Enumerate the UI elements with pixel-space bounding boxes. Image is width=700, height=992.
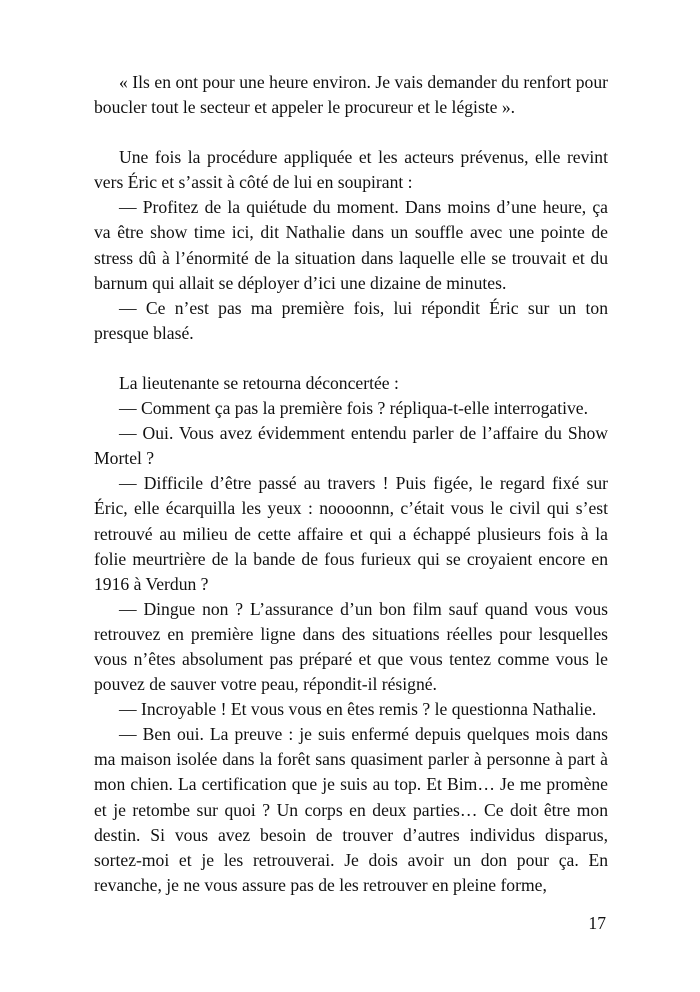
paragraph: La lieutenante se retourna déconcertée : <box>119 372 399 393</box>
dialogue-line: — Oui. Vous avez évidemment entendu parler de l’affaire du Show Mortel ? <box>94 423 608 469</box>
dialogue-line: — Profitez de la quiétude du moment. Dans moins d’une heure, ça va être show time ici, dit Nathalie dans un souffle avec une pointe de stress dû à l’énormité de la situation dans laquelle elle se trouvait et du barnum qui allait se déployer d’ici une dizaine de minutes. <box>94 197 608 293</box>
dialogue-line: — Comment ça pas la première fois ? répliqua-t-elle interrogative. <box>119 398 588 419</box>
dialogue-line: — Difficile d’être passé au travers ! Puis figée, le regard fixé sur Éric, elle écarquilla les yeux : noooonnn, c’était vous le civil qui s’est retrouvé au milieu de cette affaire et qui a échappé plusieurs fois à la folie meurtrière de la bande de fous furieux qui se croyaient encore en 1916 à Verdun ? <box>94 473 608 594</box>
paragraph-gap <box>94 120 608 145</box>
dialogue-line: — Dingue non ? L’assurance d’un bon film sauf quand vous vous retrouvez en première ligne dans des situations réelles pour lesquelles vous n’êtes absolument pas préparé et que vous tentez comme vous le pouvez de sauver votre peau, répondit-il résigné. <box>94 598 608 695</box>
paragraph-gap <box>94 346 608 371</box>
paragraph: Une fois la procédure appliquée et les acteurs prévenus, elle revint vers Éric et s’assit à côté de lui en soupirant : <box>94 147 608 193</box>
dialogue-line: — Incroyable ! Et vous vous en êtes remis ? le questionna Nathalie. <box>119 699 597 720</box>
page-number: 17 <box>588 913 606 933</box>
dialogue-line: — Ben oui. La preuve : je suis enfermé depuis quelques mois dans ma maison isolée dans la forêt sans quasiment parler à personne à part à mon chien. La certification que je suis au top. Et Bim… Je me promène et je retombe sur quoi ? Un corps en deux parties… Ce doit être mon destin. Si vous avez besoin de trouver d’autres individus disparus, sortez-moi et je les retrouverai. Je dois avoir un don pour ça. En revanche, je ne vous assure pas de les retrouver en pleine forme, <box>94 724 608 895</box>
body-text <box>94 70 608 898</box>
paragraph: « Ils en ont pour une heure environ. Je vais demander du renfort pour boucler tout le secteur et appeler le procureur et le légiste ». <box>94 72 608 118</box>
dialogue-line: — Ce n’est pas ma première fois, lui répondit Éric sur un ton presque blasé. <box>94 297 608 343</box>
